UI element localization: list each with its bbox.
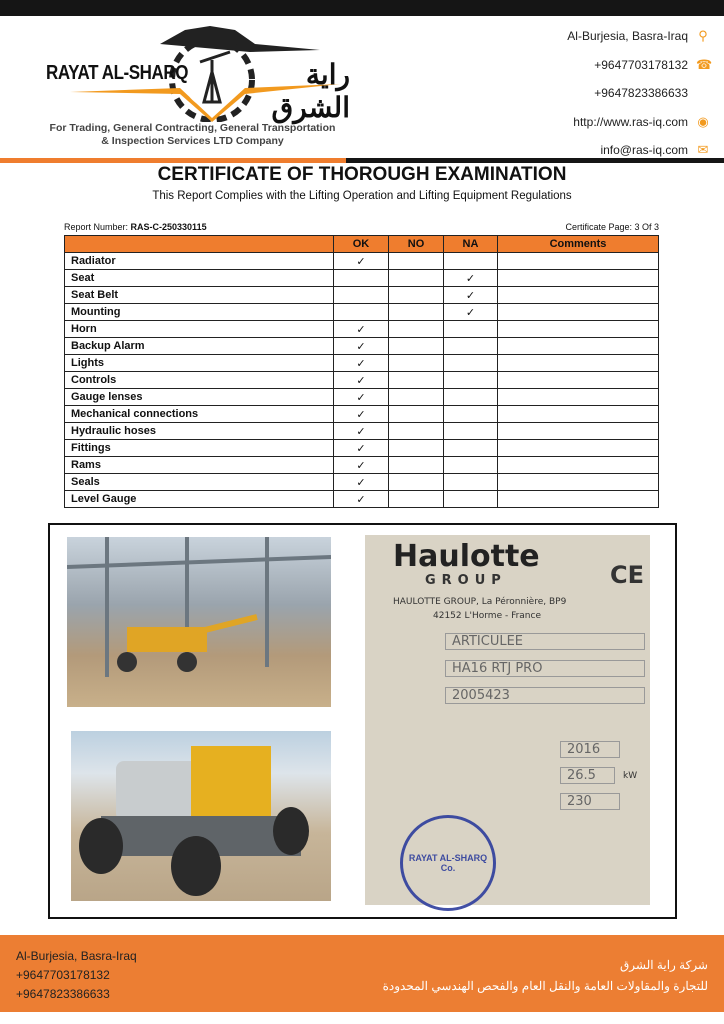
table-row	[65, 440, 659, 457]
header-rule-dark	[346, 158, 724, 163]
comments-cell	[498, 372, 659, 389]
table-header-row	[65, 236, 659, 253]
comments-cell	[498, 423, 659, 440]
header-item	[65, 236, 334, 253]
footer-phone-1: +9647703178132	[16, 968, 110, 982]
no-cell	[389, 253, 444, 270]
na-cell	[444, 457, 498, 474]
table-row	[65, 389, 659, 406]
ok-cell	[334, 287, 389, 304]
no-cell	[389, 423, 444, 440]
comments-cell	[498, 491, 659, 508]
na-cell	[444, 253, 498, 270]
ok-cell: ✓	[334, 355, 389, 372]
nameplate-address-1: HAULOTTE GROUP, La Péronnière, BP9	[393, 597, 567, 607]
report-number-value: RAS-C-250330115	[130, 222, 207, 232]
company-logo	[40, 22, 350, 152]
phone-text: +9647823386633	[594, 86, 688, 101]
contact-address	[567, 22, 710, 51]
table-row	[65, 423, 659, 440]
tagline-line-1: For Trading, General Contracting, General Transportation	[49, 122, 336, 134]
contact-phone-2	[567, 79, 710, 108]
ok-cell: ✓	[334, 491, 389, 508]
na-cell: ✓	[444, 304, 498, 321]
item-name: Seat Belt	[65, 287, 334, 304]
comments-cell	[498, 440, 659, 457]
item-name: Hydraulic hoses	[65, 423, 334, 440]
table-row	[65, 457, 659, 474]
item-name: Fittings	[65, 440, 334, 457]
address-text: Al-Burjesia, Basra-Iraq	[567, 29, 688, 44]
header-ok: OK	[334, 236, 389, 253]
inspection-table	[64, 235, 659, 508]
table-row	[65, 304, 659, 321]
header-rule-orange	[0, 158, 346, 163]
comments-cell	[498, 389, 659, 406]
item-name: Seals	[65, 474, 334, 491]
contact-website[interactable]	[567, 108, 710, 137]
nameplate-load: 230	[560, 793, 620, 810]
ok-cell: ✓	[334, 423, 389, 440]
na-cell	[444, 355, 498, 372]
na-cell	[444, 474, 498, 491]
ok-cell: ✓	[334, 457, 389, 474]
no-cell	[389, 287, 444, 304]
nameplate-brand: Haulotte	[393, 539, 540, 574]
ok-cell: ✓	[334, 321, 389, 338]
page-info: Certificate Page: 3 Of 3	[565, 222, 659, 232]
comments-cell	[498, 338, 659, 355]
comments-cell	[498, 406, 659, 423]
footer-phone-2: +9647823386633	[16, 987, 110, 1001]
na-cell	[444, 338, 498, 355]
site-photo-2	[71, 731, 331, 901]
na-cell: ✓	[444, 270, 498, 287]
footer-tagline-ar: للتجارة والمقاولات العامة والنقل العام والفحص الهندسي المحدودة	[382, 979, 708, 993]
website-link[interactable]: http://www.ras-iq.com	[573, 114, 688, 129]
no-cell	[389, 372, 444, 389]
footer-company-ar: شركة راية الشرق	[619, 958, 708, 972]
table-row	[65, 406, 659, 423]
no-cell	[389, 389, 444, 406]
comments-cell	[498, 287, 659, 304]
location-pin-icon: ⚲	[698, 28, 708, 44]
ok-cell: ✓	[334, 389, 389, 406]
item-name: Level Gauge	[65, 491, 334, 508]
item-name: Backup Alarm	[65, 338, 334, 355]
item-name: Gauge lenses	[65, 389, 334, 406]
ok-cell: ✓	[334, 474, 389, 491]
site-photo-1	[67, 537, 331, 707]
no-cell	[389, 355, 444, 372]
photo-panel	[48, 523, 677, 919]
na-cell	[444, 423, 498, 440]
ok-cell: ✓	[334, 253, 389, 270]
no-cell	[389, 304, 444, 321]
no-cell	[389, 457, 444, 474]
ok-cell: ✓	[334, 440, 389, 457]
page-footer	[0, 935, 724, 1012]
table-row	[65, 253, 659, 270]
na-cell	[444, 440, 498, 457]
table-row	[65, 321, 659, 338]
nameplate-address-2: 42152 L'Horme - France	[433, 611, 541, 621]
comments-cell	[498, 457, 659, 474]
nameplate-model: HA16 RTJ PRO	[445, 660, 645, 677]
na-cell	[444, 406, 498, 423]
comments-cell	[498, 253, 659, 270]
ok-cell: ✓	[334, 406, 389, 423]
report-number-label: Report Number:	[64, 222, 131, 232]
ok-cell	[334, 270, 389, 287]
table-row	[65, 287, 659, 304]
no-cell	[389, 440, 444, 457]
footer-arabic	[383, 955, 708, 997]
item-name: Lights	[65, 355, 334, 372]
na-cell	[444, 389, 498, 406]
company-stamp: RAYAT AL-SHARQ Co.	[400, 815, 496, 911]
item-name: Horn	[65, 321, 334, 338]
header-contacts	[567, 22, 713, 165]
contact-phone-1	[567, 51, 713, 80]
tagline-line-2: & Inspection Services LTD Company	[101, 135, 284, 147]
nameplate-serial: 2005423	[445, 687, 645, 704]
ce-mark: CE	[609, 561, 644, 589]
mail-icon: ✉	[697, 142, 709, 158]
no-cell	[389, 338, 444, 355]
report-meta	[64, 222, 659, 232]
nameplate-power-unit: kW	[623, 771, 638, 781]
globe-icon: ◉	[697, 113, 709, 129]
no-cell	[389, 491, 444, 508]
table-row	[65, 355, 659, 372]
footer-contacts	[16, 947, 137, 1004]
no-cell	[389, 406, 444, 423]
page-title: CERTIFICATE OF THOROUGH EXAMINATION	[157, 164, 567, 185]
header-no: NO	[389, 236, 444, 253]
email-link[interactable]: info@ras-iq.com	[600, 143, 688, 158]
ok-cell: ✓	[334, 338, 389, 355]
comments-cell	[498, 474, 659, 491]
comments-cell	[498, 321, 659, 338]
no-cell	[389, 270, 444, 287]
comments-cell	[498, 270, 659, 287]
item-name: Seat	[65, 270, 334, 287]
ok-cell: ✓	[334, 372, 389, 389]
table-row	[65, 372, 659, 389]
table-row	[65, 491, 659, 508]
item-name: Controls	[65, 372, 334, 389]
machine-closeup-image	[71, 731, 331, 901]
no-cell	[389, 474, 444, 491]
report-number	[64, 222, 207, 232]
nameplate-type: ARTICULEE	[445, 633, 645, 650]
na-cell	[444, 321, 498, 338]
item-name: Mechanical connections	[65, 406, 334, 423]
nameplate-group: GROUP	[425, 573, 507, 588]
company-name-ar: راية الشرق	[271, 59, 350, 123]
company-name-en: RAYAT AL-SHARQ	[46, 62, 189, 84]
phone-text: +9647703178132	[594, 57, 688, 72]
top-bar	[0, 0, 724, 16]
table-row	[65, 338, 659, 355]
comments-cell	[498, 304, 659, 321]
comments-cell	[498, 355, 659, 372]
nameplate-power: 26.5	[560, 767, 615, 784]
company-tagline	[40, 122, 345, 148]
table-row	[65, 270, 659, 287]
nameplate-year: 2016	[560, 741, 620, 758]
item-name: Mounting	[65, 304, 334, 321]
ok-cell	[334, 304, 389, 321]
no-cell	[389, 321, 444, 338]
na-cell: ✓	[444, 287, 498, 304]
page-subtitle: This Report Complies with the Lifting Operation and Lifting Equipment Regulations	[152, 190, 572, 202]
na-cell	[444, 372, 498, 389]
header-comments: Comments	[498, 236, 659, 253]
item-name: Rams	[65, 457, 334, 474]
table-row	[65, 474, 659, 491]
header-na: NA	[444, 236, 498, 253]
phone-icon: ☎	[696, 56, 713, 72]
na-cell	[444, 491, 498, 508]
item-name: Radiator	[65, 253, 334, 270]
footer-address: Al-Burjesia, Basra-Iraq	[16, 949, 137, 963]
machine-at-site-image	[67, 537, 331, 707]
